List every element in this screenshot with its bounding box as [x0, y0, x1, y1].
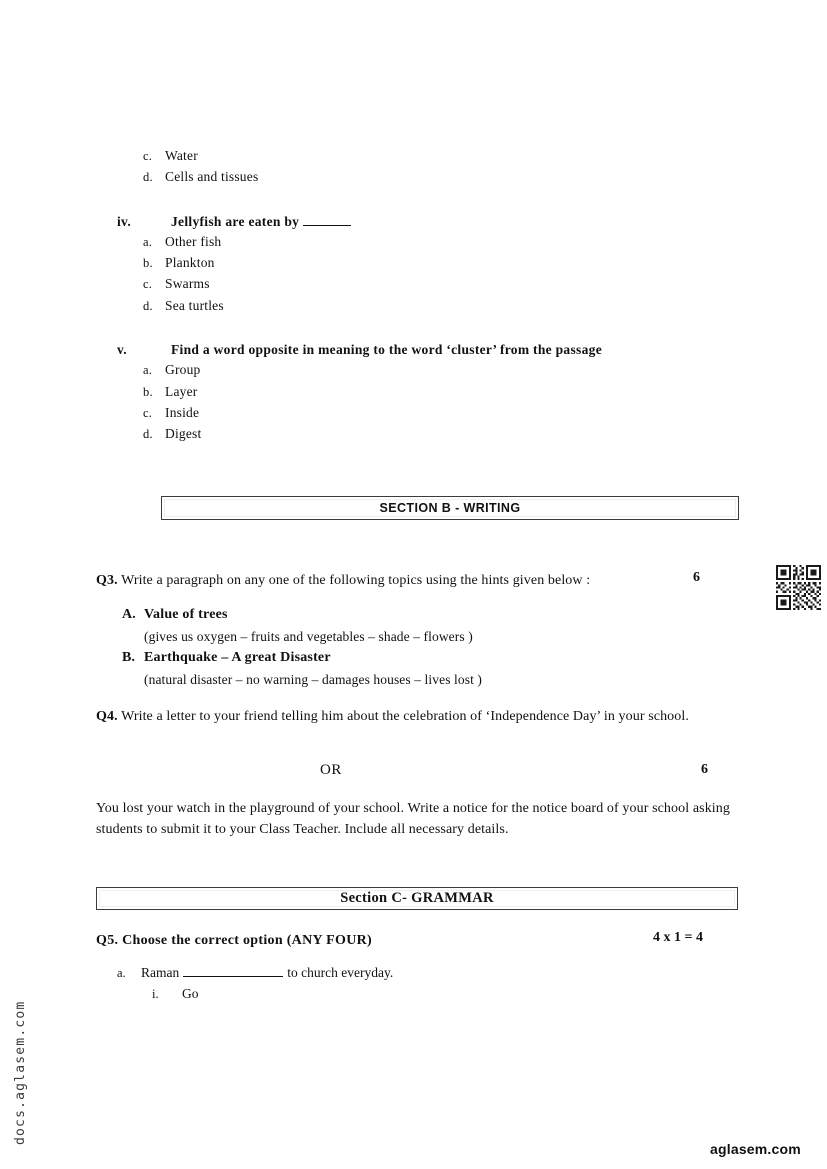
list-item — [143, 385, 197, 399]
option-label: a. — [143, 363, 153, 377]
option-label: b. — [143, 256, 153, 270]
option-text: Group — [165, 362, 201, 377]
question-4-text: Write a letter to your friend telling him about the celebration of ‘Independence Day’ in your school. — [121, 709, 689, 724]
topic-a-label: A. — [122, 607, 136, 622]
question-3-number: Q3. — [96, 573, 118, 588]
question-3-text: Write a paragraph on any one of the following topics using the hints given below : — [121, 573, 591, 588]
option-text: Layer — [165, 384, 198, 399]
question-4-alternative: You lost your watch in the playground of your school. Write a notice for the notice board of your school asking students to submit it to your Class Teacher. Include all necessary details. — [96, 801, 730, 837]
topic-b-label: B. — [122, 650, 135, 665]
section-b-banner — [161, 496, 739, 520]
question-4-marks: 6 — [701, 762, 708, 777]
list-item — [143, 406, 199, 420]
section-b-label: SECTION B - WRITING — [379, 501, 521, 515]
question-4 — [96, 706, 730, 727]
question-v-stem — [117, 342, 602, 358]
item-a-text-after: to church everyday. — [287, 965, 394, 981]
topic-b-hint: (natural disaster – no warning – damages houses – lives lost ) — [144, 672, 483, 687]
section-c-label: Section C- GRAMMAR — [340, 890, 494, 906]
question-5-item-a — [117, 965, 393, 981]
topic-b-title: Earthquake – A great Disaster — [144, 650, 331, 665]
option-label: a. — [143, 235, 153, 249]
question-5-marks: 4 x 1 = 4 — [653, 930, 703, 945]
question-v-number: v. — [117, 342, 127, 357]
answer-blank — [183, 965, 283, 977]
question-5-heading: Q5. Choose the correct option (ANY FOUR) — [96, 933, 373, 948]
question-v-text: Find a word opposite in meaning to the word ‘cluster’ from the passage — [171, 342, 602, 357]
answer-blank — [303, 214, 351, 226]
option-label: d. — [143, 299, 153, 313]
option-label: c. — [143, 406, 153, 420]
item-a-text-before: Raman — [141, 965, 180, 981]
list-item — [152, 986, 199, 1002]
option-label: d. — [143, 170, 153, 184]
section-c-banner — [96, 887, 738, 910]
list-item — [143, 170, 258, 184]
question-iv-text: Jellyfish are eaten by — [171, 214, 300, 230]
option-label: d. — [143, 427, 153, 441]
question-iv-number: iv. — [117, 214, 132, 230]
watermark-docs-aglasem: docs.aglasem.com — [13, 1000, 28, 1145]
list-item — [143, 363, 201, 377]
question-3-marks: 6 — [693, 570, 700, 585]
option-text: Swarms — [165, 276, 210, 291]
option-text: Plankton — [165, 255, 215, 270]
option-text: Digest — [165, 426, 202, 441]
topic-a-title: Value of trees — [144, 607, 228, 622]
topic-a-hint: (gives us oxygen – fruits and vegetables – shade – flowers ) — [144, 629, 473, 644]
list-item — [143, 149, 198, 163]
list-item — [143, 427, 201, 441]
option-text: Go — [182, 986, 199, 1001]
option-label: c. — [143, 149, 153, 163]
question-iv-stem — [117, 214, 351, 230]
option-text: Sea turtles — [165, 298, 224, 313]
or-separator: OR — [320, 762, 342, 778]
list-item — [143, 256, 215, 270]
option-label: b. — [143, 385, 153, 399]
option-label: c. — [143, 277, 153, 291]
topic-b — [122, 650, 331, 666]
question-4-number: Q4. — [96, 709, 118, 724]
qr-code-icon — [774, 563, 823, 612]
list-item — [143, 235, 221, 249]
option-text: Water — [165, 148, 198, 163]
list-item — [143, 299, 224, 313]
option-text: Inside — [165, 405, 200, 420]
option-label: i. — [152, 987, 159, 1001]
list-item — [143, 277, 210, 291]
option-text: Other fish — [165, 234, 222, 249]
footer-brand-logo: aglasem.com — [710, 1141, 801, 1157]
item-a-label: a. — [117, 966, 126, 981]
topic-a — [122, 607, 228, 623]
question-3 — [96, 570, 676, 591]
option-text: Cells and tissues — [165, 169, 259, 184]
